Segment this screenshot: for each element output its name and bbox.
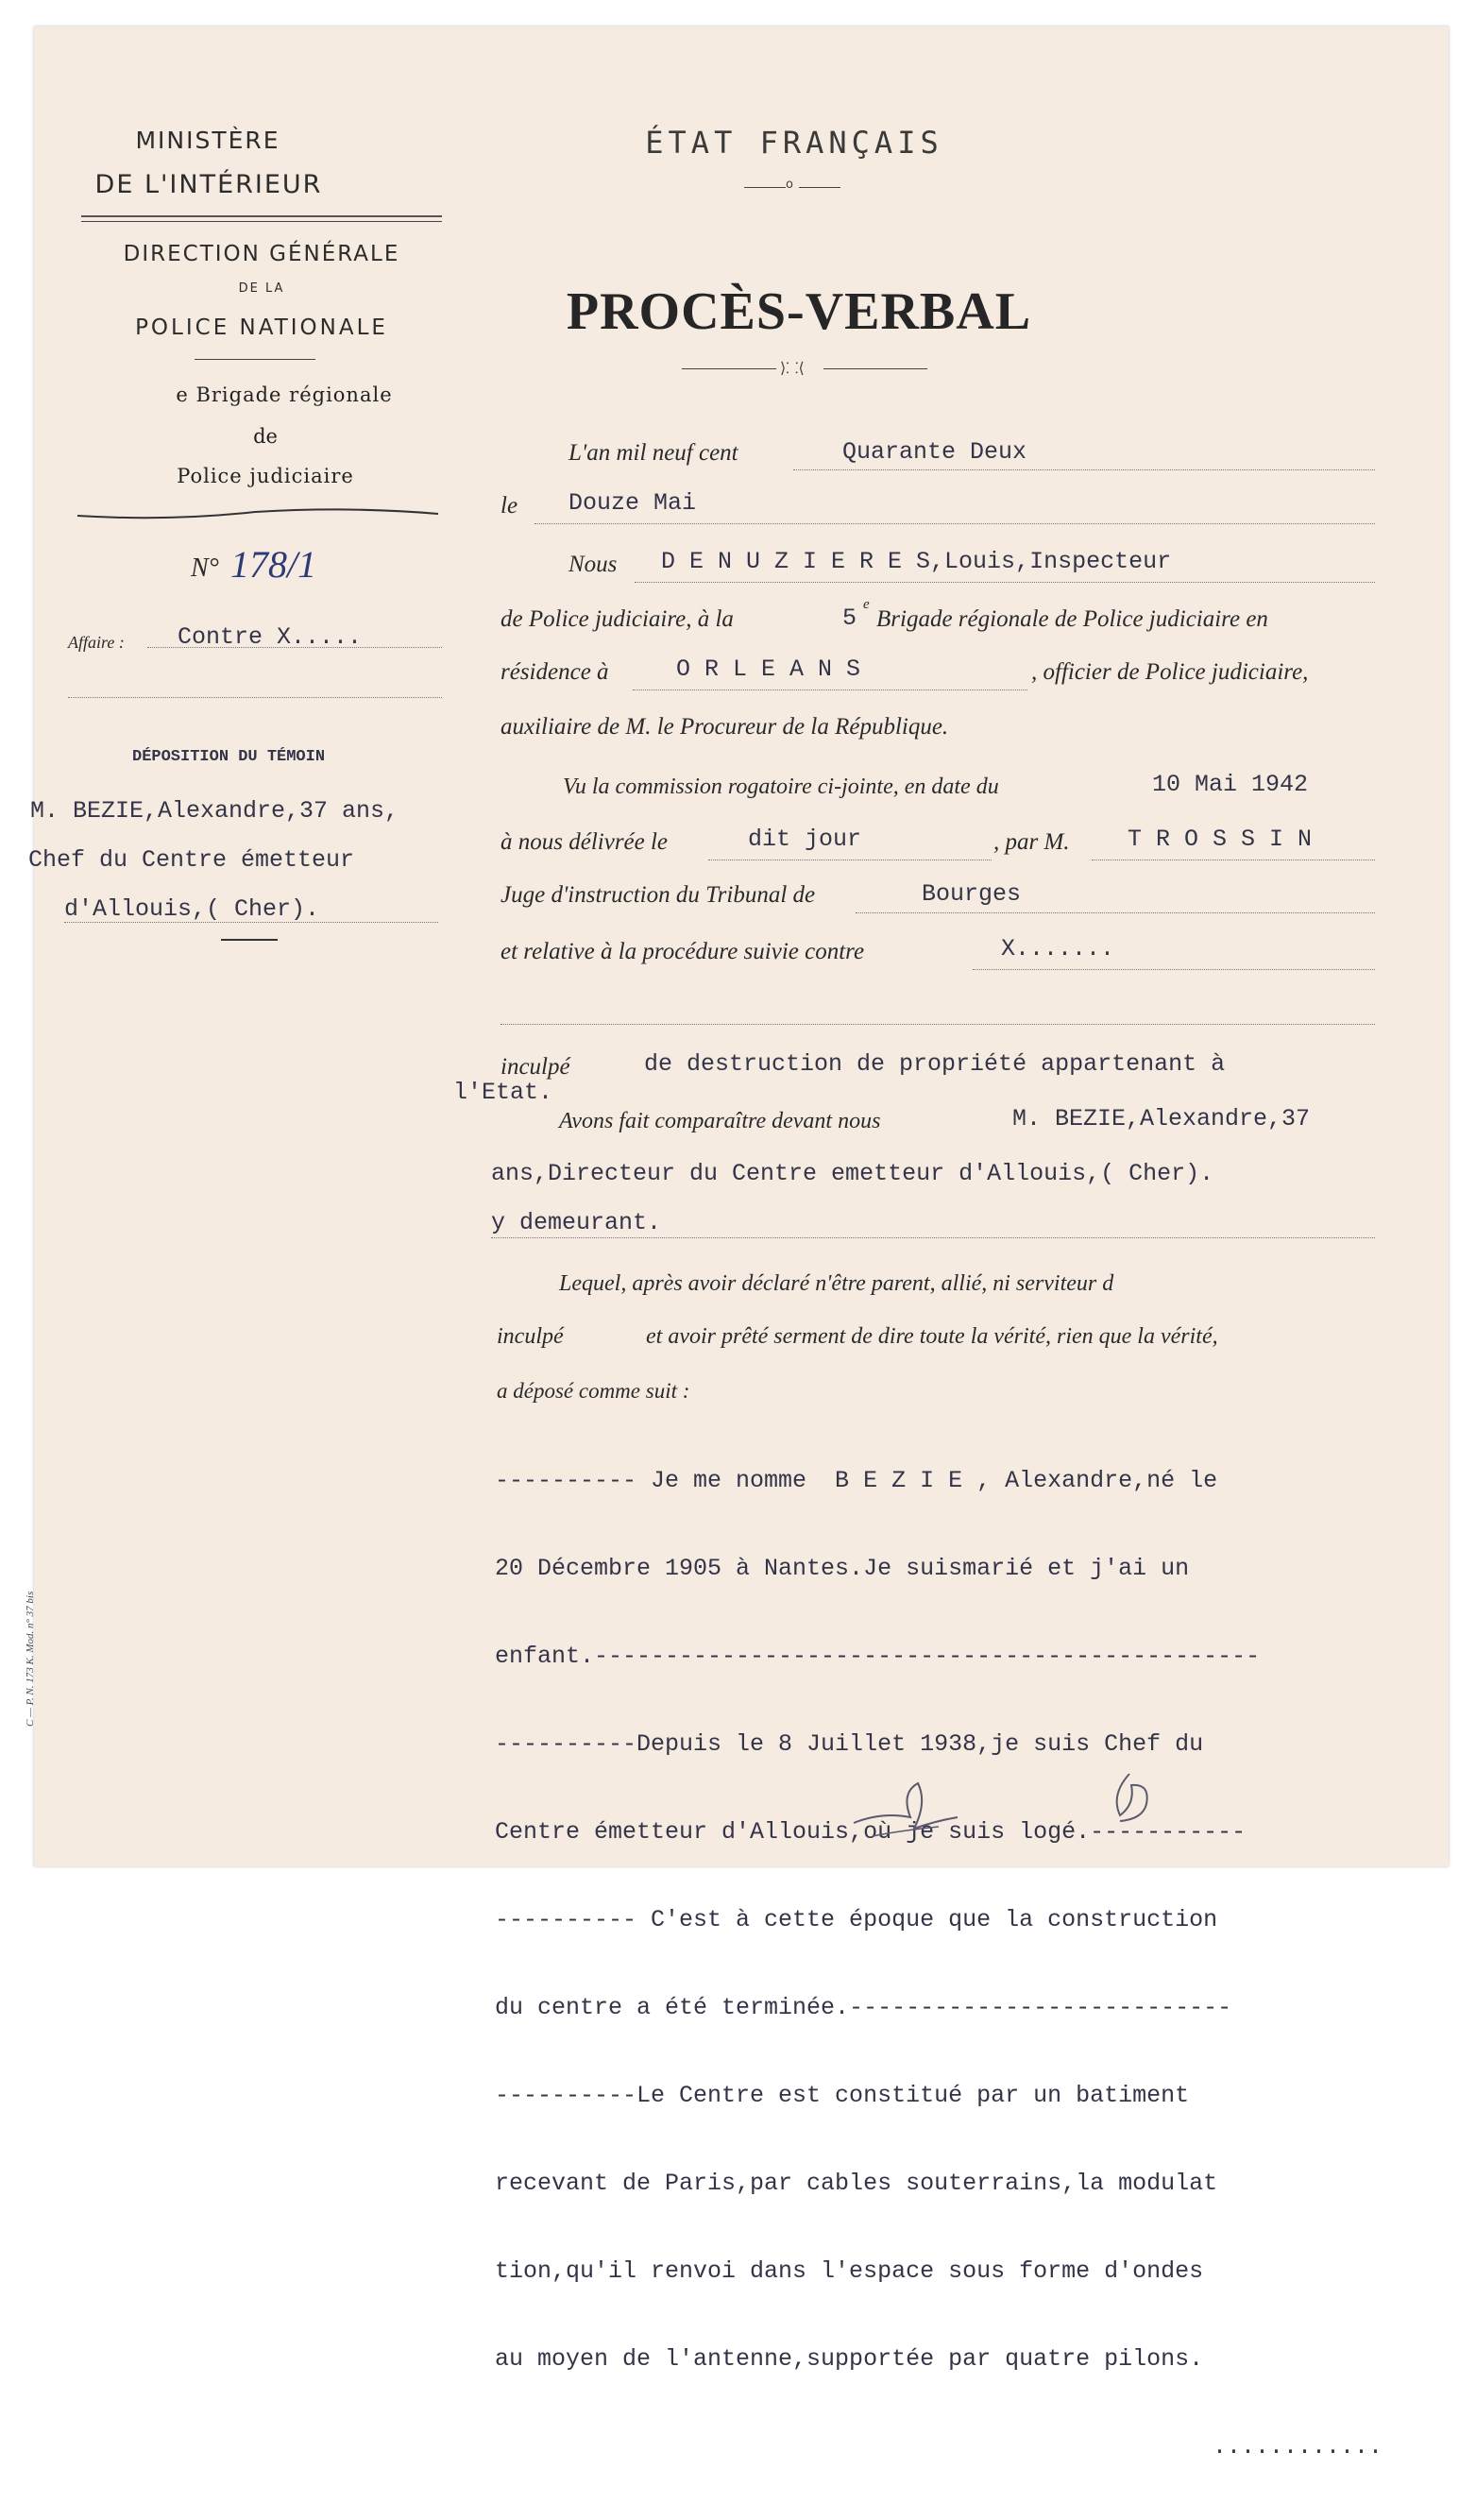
form-label: résidence à <box>500 659 609 685</box>
brigade-line2: de <box>253 425 278 448</box>
form-label: e <box>863 597 870 612</box>
witness-line3: d'Allouis,( Cher). <box>64 895 320 923</box>
signature-inspector <box>1092 1766 1177 1832</box>
statement-line: ---------- Je me nomme B E Z I E , Alexandre,né le <box>495 1467 1218 1494</box>
witness-details: ans,Directeur du Centre emetteur d'Allouis,( Cher). <box>491 1160 1214 1187</box>
divider <box>81 221 442 222</box>
form-label: Juge d'instruction du Tribunal de <box>500 882 816 908</box>
affaire-value: Contre X..... <box>178 623 363 651</box>
year-value: Quarante Deux <box>842 438 1027 466</box>
statement-line: 20 Décembre 1905 à Nantes.Je suismarié et j'ai un <box>495 1555 1190 1582</box>
statement-line: Centre émetteur d'Allouis,où je suis logé.----------- <box>495 1818 1247 1846</box>
brigade-line3: Police judiciaire <box>177 465 354 487</box>
brigade-line1: e Brigade régionale <box>176 383 393 406</box>
form-label: et avoir prêté serment de dire toute la vérité, rien que la vérité, <box>646 1324 1218 1349</box>
form-label: auxiliaire de M. le Procureur de la République. <box>500 714 949 740</box>
affaire-label: Affaire : <box>68 633 125 652</box>
signature-witness <box>844 1774 976 1849</box>
direction-line3: POLICE NATIONALE <box>135 315 388 340</box>
form-label: Brigade régionale de Police judiciaire en <box>876 606 1268 632</box>
state-heading: ÉTAT FRANÇAIS <box>645 125 943 161</box>
form-label: inculpé <box>500 1054 570 1080</box>
document-page <box>25 26 1449 2460</box>
inspector-value: D E N U Z I E R E S,Louis,Inspecteur <box>661 548 1172 575</box>
residence-value: O R L E A N S <box>676 656 861 683</box>
form-reference-note: C — P. N. 173 K. Mod. n° 37 bis <box>25 1591 36 1727</box>
statement-line: ----------Le Centre est constitué par un batiment <box>495 2082 1190 2109</box>
form-label: , officier de Police judiciaire, <box>1031 659 1309 685</box>
form-label: le <box>500 493 518 519</box>
form-label: à nous délivrée le <box>500 829 669 855</box>
direction-line2: DE LA <box>238 281 285 296</box>
form-label: Vu la commission rogatoire ci-jointe, en date du <box>563 775 999 799</box>
deposition-title: DÉPOSITION DU TÉMOIN <box>132 748 326 766</box>
statement-line: tion,qu'il renvoi dans l'espace sous forme d'ondes <box>495 2257 1204 2285</box>
ministry-line1: MINISTÈRE <box>135 127 280 154</box>
date-value: Douze Mai <box>568 489 697 517</box>
document-title: PROCÈS-VERBAL <box>566 282 1032 341</box>
statement-line: enfant.----------------------------------------------- <box>495 1643 1261 1670</box>
witness-residence: y demeurant. <box>491 1209 662 1236</box>
ornament-dot: o <box>786 178 793 192</box>
form-label: Nous <box>568 552 618 577</box>
divider <box>221 939 278 941</box>
tribunal-value: Bourges <box>922 880 1022 908</box>
judge-name: T R O S S I N <box>1128 826 1313 853</box>
charge-continuation: l'Etat. <box>453 1079 553 1106</box>
divider <box>81 215 442 217</box>
delivery-date: dit jour <box>748 826 862 853</box>
statement-line: ---------- C'est à cette époque que la construction <box>495 1906 1218 1933</box>
form-label: L'an mil neuf cent <box>568 440 738 466</box>
form-label: a déposé comme suit : <box>497 1379 690 1403</box>
statement-line: ----------Depuis le 8 Juillet 1938,je suis Chef du <box>495 1730 1204 1758</box>
form-label: Lequel, après avoir déclaré n'être parent, allié, ni serviteur d <box>559 1271 1114 1296</box>
statement-line: au moyen de l'antenne,supportée par quatre pilons. <box>495 2345 1204 2373</box>
witness-line1: M. BEZIE,Alexandre,37 ans, <box>30 797 399 825</box>
statement-line: du centre a été terminée.--------------------------- <box>495 1994 1232 2021</box>
statement-line: recevant de Paris,par cables souterrains,la modulat <box>495 2170 1218 2197</box>
direction-line1: DIRECTION GÉNÉRALE <box>123 242 400 266</box>
form-label: de Police judiciaire, à la <box>500 606 734 632</box>
statement-block <box>495 1407 1383 2520</box>
witness-name: M. BEZIE,Alexandre,37 <box>1012 1105 1311 1132</box>
divider <box>195 359 315 360</box>
form-label: Avons fait comparaître devant nous <box>559 1109 881 1133</box>
ornament-flourish: ⟩⸬⟨ <box>780 359 805 377</box>
charge-value: de destruction de propriété appartenant à <box>644 1050 1226 1078</box>
commission-date: 10 Mai 1942 <box>1152 771 1309 798</box>
ministry-line2: DE L'INTÉRIEUR <box>94 170 323 199</box>
form-label: inculpé <box>497 1324 564 1349</box>
witness-line2: Chef du Centre émetteur <box>28 846 355 874</box>
form-label: et relative à la procédure suivie contre <box>500 939 865 964</box>
brigade-number: 5 <box>842 604 857 632</box>
ornament-flourish <box>76 504 444 523</box>
number-label: N° <box>191 553 219 583</box>
form-label: , par M. <box>993 829 1070 855</box>
statement-line: ............ <box>1213 2433 1383 2460</box>
dossier-number: 178/1 <box>230 543 317 586</box>
procedure-against: X....... <box>1001 935 1115 962</box>
